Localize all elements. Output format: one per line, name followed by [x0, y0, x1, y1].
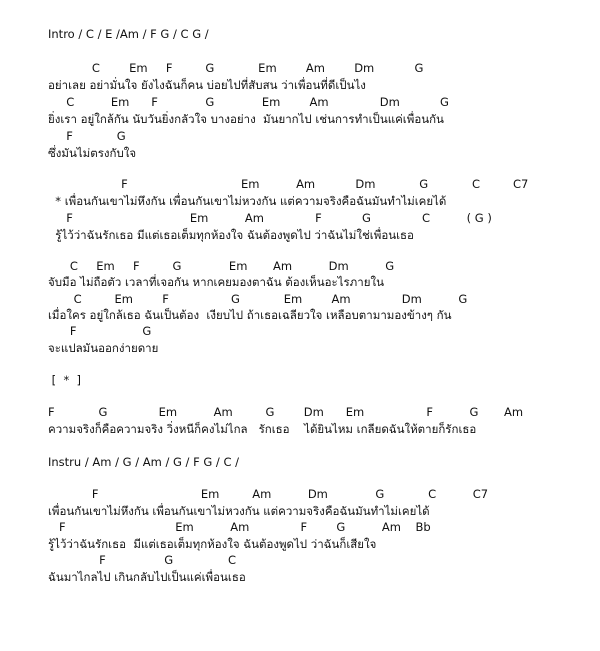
chord-line: F Em Am Dm G C C7: [48, 177, 529, 191]
lyric-line: จะแปลมันออกง่ายดาย: [48, 341, 159, 355]
chord-line: C Em F G Em Am Dm G: [48, 292, 468, 306]
lyric-line: อย่าเลย อย่ามั่นใจ ยังไงฉันก็คน บ่อยไปที่สับสน ว่าเพื่อนที่ดีเป็นไง: [48, 78, 366, 92]
chord-line: F Em Am F G Am Bb: [48, 520, 431, 534]
chord-line: C Em F G Em Am Dm G: [48, 61, 424, 75]
chord-line: F Em Am F G C ( G ): [48, 211, 492, 225]
section-intro: Intro / C / E /Am / F G / C G /: [48, 27, 209, 41]
section-chorus-repeat: [ * ]: [48, 373, 82, 387]
chord-line: F G Em Am G Dm Em F G Am: [48, 405, 524, 419]
lyric-line: ซึ่งมันไม่ตรงกับใจ: [48, 146, 137, 160]
chord-line: F G: [48, 324, 152, 338]
chord-line: F G: [48, 129, 126, 143]
lyric-line: ฉันมาไกลไป เกินกลับไปเป็นแค่เพื่อนเธอ: [48, 570, 246, 584]
lyric-line: เมื่อใคร อยู่ใกล้เธอ ฉันเป็นต้อง เงียบไป ถ้าเธอเฉลียวใจ เหลือบตามามองข้างๆ กัน: [48, 308, 452, 322]
lyric-line: เพื่อนกันเขาไม่หึงกัน เพื่อนกันเขาไม่หวงกัน แต่ความจริงคือฉันมันทำไม่เคยได้: [48, 504, 430, 518]
chord-line: F G C: [48, 553, 237, 567]
chord-line: C Em F G Em Am Dm G: [48, 95, 449, 109]
lyric-line: จับมือ ไม่ถือตัว เวลาที่เจอกัน หากเคยมองตาฉัน ต้องเห็นอะไรภายใน: [48, 275, 384, 289]
lyric-line: รู้ไว้ว่าฉันรักเธอ มีแต่เธอเต็มทุกห้องใจ ฉันต้องพูดไป ว่าฉันก็เสียใจ: [48, 537, 377, 551]
section-instru: Instru / Am / G / Am / G / F G / C /: [48, 455, 240, 469]
lyric-line: ความจริงก็คือความจริง วิ่งหนีก็คงไม่ไกล รักเธอ ได้ยินไหม เกลียดฉันให้ตายก็รักเธอ: [48, 422, 477, 436]
lyric-line: * เพื่อนกันเขาไม่หึงกัน เพื่อนกันเขาไม่หวงกัน แต่ความจริงคือฉันมันทำไม่เคยได้: [48, 194, 447, 208]
lyric-line: ยิ่งเรา อยู่ใกล้กัน นับวันยิ่งกลัวใจ บางอย่าง มันยากไป เช่นการทำเป็นแค่เพื่อนกัน: [48, 112, 444, 126]
chord-line: F Em Am Dm G C C7: [48, 487, 489, 501]
lyric-line: รู้ไว้ว่าฉันรักเธอ มีแต่เธอเต็มทุกห้องใจ ฉันต้องพูดไป ว่าฉันไม่ใช่เพื่อนเธอ: [48, 228, 414, 242]
chord-line: C Em F G Em Am Dm G: [48, 259, 395, 273]
